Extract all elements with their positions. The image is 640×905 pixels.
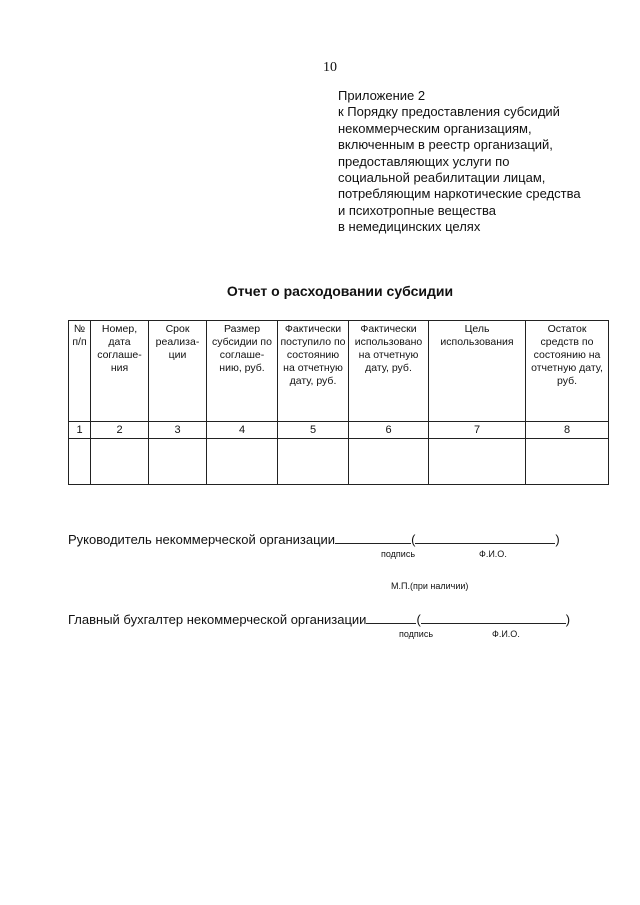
empty-cell bbox=[526, 439, 609, 485]
appendix-line: социальной реабилитации лицам, bbox=[338, 170, 546, 186]
header-cell-balance: Остаток средств по состоянию на отчетную дату, руб. bbox=[526, 321, 609, 422]
column-number: 8 bbox=[526, 422, 609, 439]
appendix-block bbox=[338, 88, 628, 236]
head-name-blank bbox=[415, 530, 555, 544]
column-number: 3 bbox=[149, 422, 207, 439]
accountant-signature-blank bbox=[366, 610, 416, 624]
accountant-signature-caption: подпись bbox=[399, 629, 434, 639]
accountant-name-blank bbox=[421, 610, 566, 624]
appendix-line: Приложение 2 bbox=[338, 88, 426, 103]
empty-cell bbox=[207, 439, 278, 485]
header-cell-subsidy-size: Размер субсидии по соглаше-нию, руб. bbox=[207, 321, 278, 422]
column-number: 4 bbox=[207, 422, 278, 439]
empty-cell bbox=[429, 439, 526, 485]
accountant-open-paren: ( bbox=[416, 612, 421, 627]
appendix-line: в немедицинских целях bbox=[338, 219, 481, 235]
column-number-row bbox=[69, 422, 609, 439]
appendix-line: включенным в реестр организаций, bbox=[338, 137, 553, 153]
report-title: Отчет о расходовании субсидии bbox=[226, 283, 454, 299]
empty-data-row bbox=[69, 439, 609, 485]
appendix-line: к Порядку предоставления субсидий bbox=[338, 104, 560, 120]
appendix-line: некоммерческим организациям, bbox=[338, 120, 532, 136]
head-close-paren: ) bbox=[555, 532, 560, 547]
empty-cell bbox=[278, 439, 349, 485]
head-signature-line bbox=[68, 530, 560, 547]
column-number: 1 bbox=[69, 422, 91, 439]
accountant-signature-label: Главный бухгалтер некоммерческой организации bbox=[68, 612, 367, 627]
page-number: 10 bbox=[323, 60, 337, 75]
column-number: 6 bbox=[349, 422, 429, 439]
head-signature-label: Руководитель некоммерческой организации bbox=[68, 532, 336, 547]
empty-cell bbox=[91, 439, 149, 485]
column-number: 2 bbox=[91, 422, 149, 439]
empty-cell bbox=[349, 439, 429, 485]
head-name-caption: Ф.И.О. bbox=[479, 549, 507, 559]
empty-cell bbox=[149, 439, 207, 485]
column-number: 5 bbox=[278, 422, 349, 439]
empty-cell bbox=[69, 439, 91, 485]
appendix-line: предоставляющих услуги по bbox=[338, 153, 510, 169]
header-cell-purpose: Цель использования bbox=[429, 321, 526, 422]
head-open-paren: ( bbox=[411, 532, 416, 547]
appendix-line: потребляющим наркотические средства bbox=[338, 186, 581, 202]
header-cell-agreement: Номер, дата соглаше-ния bbox=[91, 321, 149, 422]
header-row bbox=[69, 321, 609, 422]
accountant-name-caption: Ф.И.О. bbox=[492, 629, 520, 639]
header-cell-used: Фактически использовано на отчетную дату, руб. bbox=[349, 321, 429, 422]
header-cell-term: Срок реализа-ции bbox=[149, 321, 207, 422]
head-signature-blank bbox=[335, 530, 411, 544]
accountant-close-paren: ) bbox=[565, 612, 571, 627]
header-cell-index: № п/п bbox=[69, 321, 91, 422]
header-cell-received: Фактически поступило по состоянию на отчетную дату, руб. bbox=[278, 321, 349, 422]
stamp-caption: М.П.(при наличии) bbox=[391, 581, 469, 591]
accountant-signature-line bbox=[68, 610, 570, 627]
column-number: 7 bbox=[429, 422, 526, 439]
appendix-line: и психотропные вещества bbox=[338, 202, 497, 218]
head-signature-caption: подпись bbox=[381, 549, 416, 559]
report-table bbox=[68, 320, 609, 485]
